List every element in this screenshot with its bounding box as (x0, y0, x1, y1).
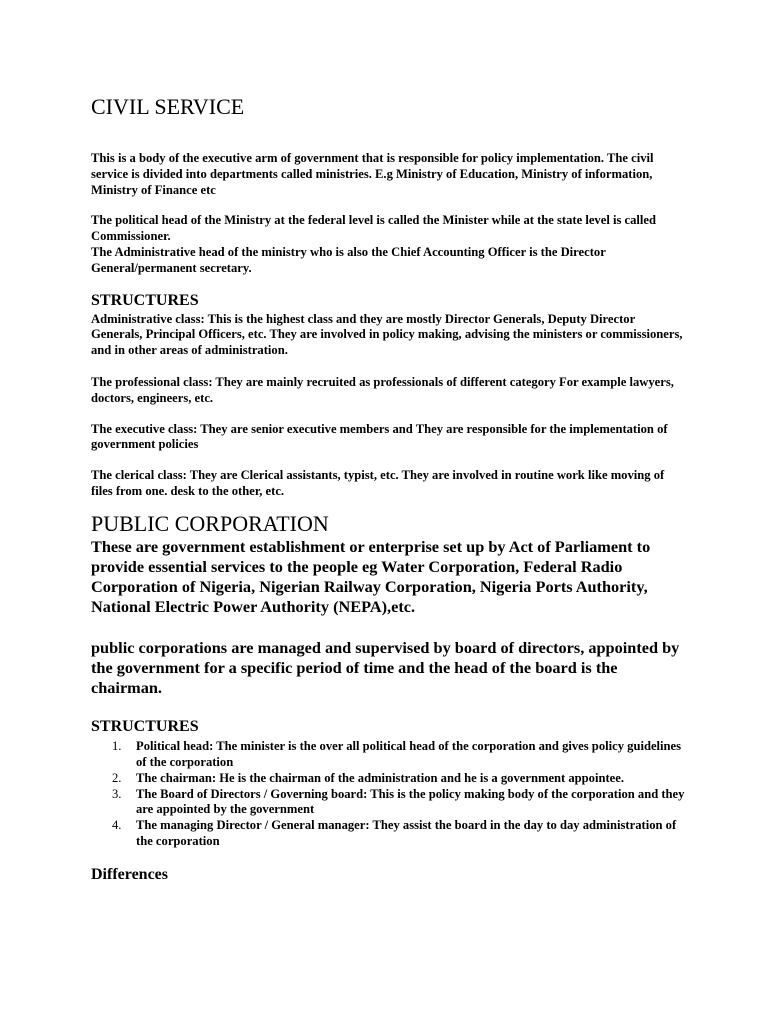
civil-service-title: CIVIL SERVICE (91, 94, 245, 119)
list-item (91, 771, 687, 787)
differences-heading: Differences (91, 865, 168, 883)
administrative-head-paragraph: The Administrative head of the ministry who is also the Chief Accounting Officer is the Director General/permanent secretary. (91, 244, 606, 275)
list-item (91, 787, 687, 819)
document-page (91, 94, 687, 885)
public-corporation-intro: These are government establishment or enterprise set up by Act of Parliament to provide essential services to the people eg Water Corporation, Federal Radio Corporation of Nigeria, Nigerian Railway Corporation, Nigeria Ports Authority, National Electric Power Authority (NEPA),etc. (91, 536, 651, 617)
administrative-class-paragraph: Administrative class: This is the highest class and they are mostly Director Generals, Deputy Director Generals, Principal Officers, etc. They are involved in policy making, advising the ministers or commissioners, and in other areas of administration. (91, 311, 683, 358)
list-item-text: The managing Director / General manager: They assist the board in the day to day administration of the corporation (136, 818, 677, 848)
political-head-paragraph: The political head of the Ministry at the federal level is called the Minister while at the state level is called Commissioner. (91, 213, 656, 244)
public-corporation-structures-heading: STRUCTURES (91, 718, 199, 736)
public-corporation-management: public corporations are managed and supervised by board of directors, appointed by the government for a specific period of time and the head of the board is the chairman. (91, 637, 680, 697)
civil-service-intro: This is a body of the executive arm of government that is responsible for policy implementation. The civil service is divided into departments called ministries. E.g Ministry of Education, Ministry of information, Ministry of Finance etc (91, 151, 654, 197)
list-item (91, 818, 687, 850)
list-item-text: Political head: The minister is the over all political head of the corporation and gives policy guidelines of the corporation (136, 739, 682, 769)
list-number: 3. (112, 786, 122, 801)
list-number: 1. (112, 739, 122, 754)
public-corporation-title: PUBLIC CORPORATION (91, 510, 329, 536)
civil-service-structures-heading: STRUCTURES (91, 291, 199, 309)
executive-class-paragraph: The executive class: They are senior executive members and They are responsible for the implementation of government policies (91, 421, 668, 452)
professional-class-paragraph: The professional class: They are mainly recruited as professionals of different category For example lawyers, doctors, engineers, etc. (91, 374, 674, 405)
list-item-text: The Board of Directors / Governing board: This is the policy making body of the corporation and they are appointed by the government (136, 786, 685, 817)
list-number: 4. (112, 818, 122, 833)
structures-list (91, 739, 687, 850)
clerical-class-paragraph: The clerical class: They are Clerical assistants, typist, etc. They are involved in routine work like moving of files from one. desk to the other, etc. (91, 468, 665, 498)
list-item (91, 739, 687, 771)
list-item-text: The chairman: He is the chairman of the administration and he is a government appointee. (136, 770, 625, 785)
list-number: 2. (112, 770, 122, 785)
